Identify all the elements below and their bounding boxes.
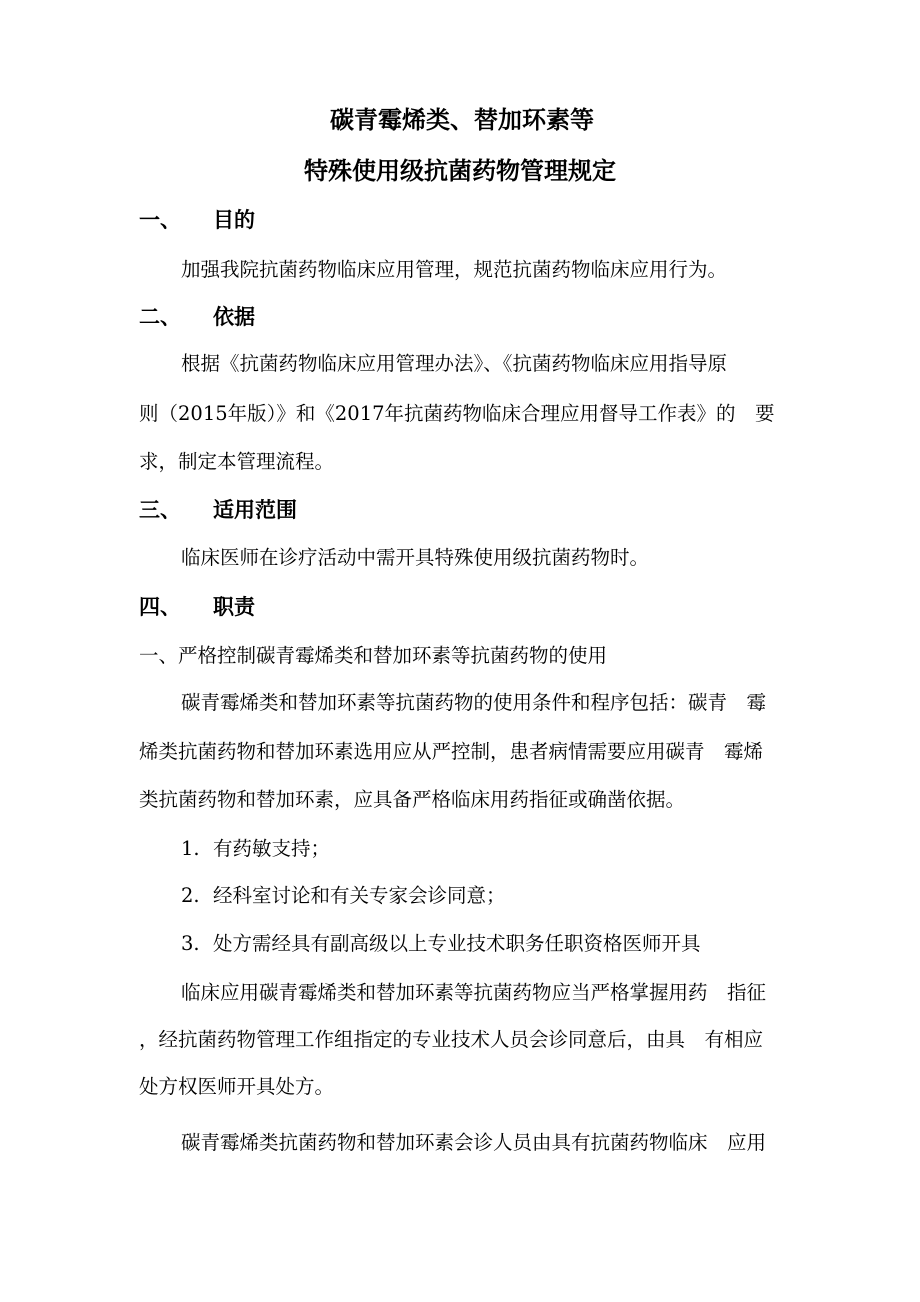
section-2-body-line: 根据《抗菌药物临床应用管理办法》、《抗菌药物临床应用指导原 — [181, 352, 728, 375]
title-line-1: 碳青霉烯类、替加环素等 — [330, 106, 594, 134]
condition-text: 经科室讨论和有关专家会诊同意； — [213, 884, 506, 907]
section-1-heading: 目的 — [213, 208, 255, 232]
section-3-heading: 适用范围 — [213, 498, 297, 522]
condition-number: 2. — [181, 884, 200, 907]
condition-number: 3. — [181, 932, 200, 955]
section-3-number: 三、 — [139, 498, 181, 522]
duty-paragraph-3-line: 碳青霉烯类抗菌药物和替加环素会诊人员由具有抗菌药物临床 应用 — [181, 1131, 767, 1154]
section-2-body-line: 则（2015年版）》和《2017年抗菌药物临床合理应用督导工作表》的 要 — [139, 402, 775, 425]
section-1-number: 一、 — [139, 208, 181, 232]
section-2-heading: 依据 — [213, 305, 255, 329]
duty-paragraph-2-line: ，经抗菌药物管理工作组指定的专业技术人员会诊同意后，由具 有相应 — [139, 1028, 764, 1051]
section-4-number: 四、 — [139, 595, 181, 619]
duty-intro: 一、严格控制碳青霉烯类和替加环素等抗菌药物的使用 — [139, 644, 608, 667]
section-1-body-line: 加强我院抗菌药物临床应用管理，规范抗菌药物临床应用行为。 — [181, 258, 728, 281]
section-2-number: 二、 — [139, 305, 181, 329]
duty-paragraph-1-line: 类抗菌药物和替加环素，应具备严格临床用药指征或确凿依据。 — [139, 788, 686, 811]
section-4-heading: 职责 — [213, 595, 255, 619]
duty-paragraph-1-line: 碳青霉烯类和替加环素等抗菌药物的使用条件和程序包括：碳青 霉 — [181, 691, 767, 714]
section-2-body-line: 求，制定本管理流程。 — [139, 450, 335, 473]
duty-paragraph-1-line: 烯类抗菌药物和替加环素选用应从严控制，患者病情需要应用碳青 霉烯 — [139, 740, 764, 763]
section-3-body-line: 临床医师在诊疗活动中需开具特殊使用级抗菌药物时。 — [181, 546, 650, 569]
condition-text: 处方需经具有副高级以上专业技术职务任职资格医师开具 — [213, 932, 701, 955]
condition-number: 1. — [181, 837, 200, 860]
title-line-2: 特殊使用级抗菌药物管理规定 — [304, 157, 616, 185]
duty-paragraph-2-line: 临床应用碳青霉烯类和替加环素等抗菌药物应当严格掌握用药 指征 — [181, 981, 767, 1004]
duty-paragraph-2-line: 处方权医师开具处方。 — [139, 1075, 335, 1098]
condition-text: 有药敏支持； — [213, 837, 331, 860]
